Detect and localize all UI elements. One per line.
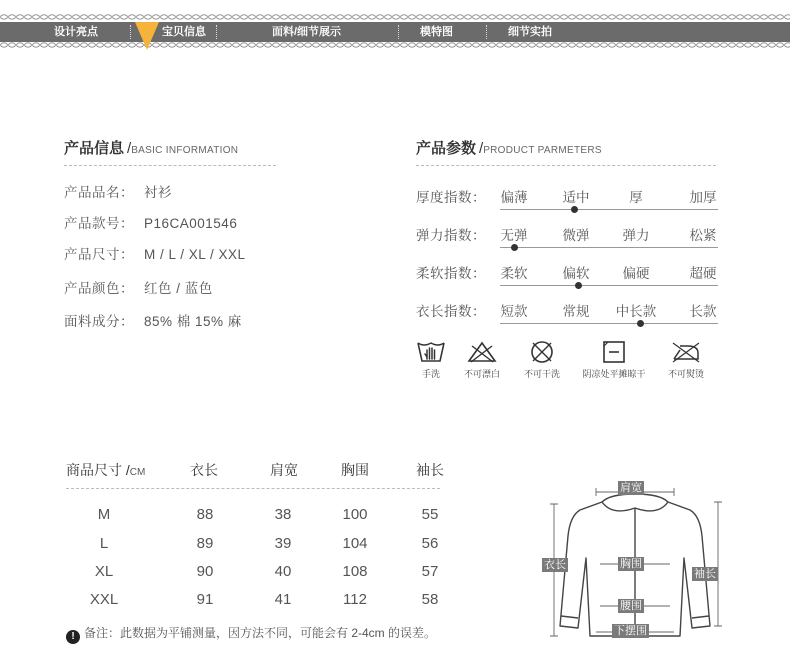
care-item: 不可干洗	[516, 340, 568, 380]
size-table-cell: 108	[342, 563, 368, 580]
warning-icon: !	[66, 630, 80, 644]
size-table-header-size: 商品尺寸 /CM	[66, 462, 146, 478]
param-option: 加厚	[689, 190, 717, 205]
info-row-style-no: 产品款号： P16CA001546	[64, 216, 238, 231]
nav-item-product-info[interactable]: 宝贝信息	[162, 26, 206, 38]
care-item: 阴凉处平摊晾干	[576, 340, 652, 380]
size-table-cell: 55	[421, 506, 439, 523]
size-table-size-cell: XXL	[89, 591, 119, 608]
size-table-divider	[66, 488, 440, 489]
size-table-cell: 58	[421, 591, 439, 608]
param-label: 柔软指数：	[416, 266, 486, 281]
param-label: 厚度指数：	[416, 190, 486, 205]
diagram-label-chest: 胸围	[620, 558, 642, 570]
nav-item-fabric[interactable]: 面料/细节展示	[272, 26, 342, 38]
shirt-measure-diagram	[540, 476, 730, 640]
param-scale-line	[500, 209, 718, 210]
nav-item-design[interactable]: 设计亮点	[54, 26, 98, 38]
diagram-label-shoulder: 肩宽	[620, 482, 642, 494]
size-table-header: 衣长	[190, 462, 218, 478]
param-option: 超硬	[689, 266, 717, 281]
size-table-cell: 40	[274, 563, 292, 580]
param-option: 柔软	[500, 266, 528, 281]
nav-item-model[interactable]: 模特图	[420, 26, 453, 38]
param-scale-line	[500, 323, 718, 324]
size-table-cell: 100	[342, 506, 368, 523]
param-option: 弹力	[622, 228, 650, 243]
param-option: 适中	[562, 190, 590, 205]
info-row-size: 产品尺寸： M / L / XL / XXL	[64, 247, 246, 262]
diagram-label-hem: 下摆围	[614, 625, 647, 637]
size-table-size-cell: L	[99, 535, 109, 552]
size-table-cell: 56	[421, 535, 439, 552]
size-table-size-cell: XL	[94, 563, 114, 580]
nav-chain-bottom	[0, 42, 790, 48]
nav-divider	[130, 25, 131, 39]
param-option: 微弹	[562, 228, 590, 243]
nav-chain-top	[0, 14, 790, 20]
params-heading: 产品参数 /PRODUCT PARMETERS	[416, 140, 602, 157]
measurement-note: ! 备注：此数据为平铺测量，因方法不同，可能会有 2-4cm 的误差。	[66, 624, 436, 644]
nav-divider	[398, 25, 399, 39]
size-table-cell: 89	[196, 535, 214, 552]
basic-info-heading: 产品信息 /BASIC INFORMATION	[64, 140, 239, 157]
diagram-label-sleeve: 袖长	[694, 568, 716, 580]
param-selected-dot	[571, 206, 578, 213]
size-table-size-cell: M	[97, 506, 111, 523]
no-iron-icon	[670, 340, 702, 364]
param-label: 衣长指数：	[416, 304, 486, 319]
param-selected-dot	[511, 244, 518, 251]
hand-wash-icon	[416, 340, 446, 364]
param-option: 松紧	[689, 228, 717, 243]
params-divider	[416, 165, 716, 166]
param-option: 短款	[500, 304, 528, 319]
param-option: 偏薄	[500, 190, 528, 205]
no-bleach-icon	[467, 340, 497, 364]
diagram-label-waist: 腰围	[620, 600, 642, 612]
param-scale-line	[500, 285, 718, 286]
size-table-cell: 57	[421, 563, 439, 580]
size-table-cell: 38	[274, 506, 292, 523]
care-item: 不可熨烫	[662, 340, 710, 380]
param-option: 厚	[629, 190, 643, 205]
param-selected-dot	[575, 282, 582, 289]
size-table-cell: 88	[196, 506, 214, 523]
care-item: 不可漂白	[456, 340, 508, 380]
info-row-color: 产品颜色： 红色 / 蓝色	[64, 281, 213, 296]
basic-info-divider	[64, 165, 276, 166]
size-table-header: 胸围	[341, 462, 369, 478]
size-table-cell: 91	[196, 591, 214, 608]
no-tumble-dry-icon	[527, 340, 557, 364]
param-option: 中长款	[615, 304, 657, 319]
param-option: 偏软	[562, 266, 590, 281]
nav-divider	[216, 25, 217, 39]
nav-item-detail-photos[interactable]: 细节实拍	[508, 26, 552, 38]
nav-active-marker	[135, 22, 159, 50]
nav-bar	[0, 22, 790, 42]
info-row-name: 产品品名： 衬衫	[64, 185, 172, 200]
param-option: 无弹	[500, 228, 528, 243]
diagram-label-length: 衣长	[544, 559, 566, 571]
size-table-header: 袖长	[416, 462, 444, 478]
care-item: 手洗	[412, 340, 450, 380]
dry-flat-shade-icon	[599, 340, 629, 364]
size-table-header: 肩宽	[270, 462, 298, 478]
nav-divider	[486, 25, 487, 39]
param-label: 弹力指数：	[416, 228, 486, 243]
param-option: 常规	[562, 304, 590, 319]
size-table-cell: 90	[196, 563, 214, 580]
size-table-cell: 112	[343, 591, 367, 608]
info-row-fabric: 面料成分： 85% 棉 15% 麻	[64, 314, 242, 329]
size-table-cell: 41	[274, 591, 292, 608]
param-scale-line	[500, 247, 718, 248]
size-table-cell: 104	[342, 535, 368, 552]
param-option: 偏硬	[622, 266, 650, 281]
param-selected-dot	[637, 320, 644, 327]
param-option: 长款	[689, 304, 717, 319]
size-table-cell: 39	[274, 535, 292, 552]
